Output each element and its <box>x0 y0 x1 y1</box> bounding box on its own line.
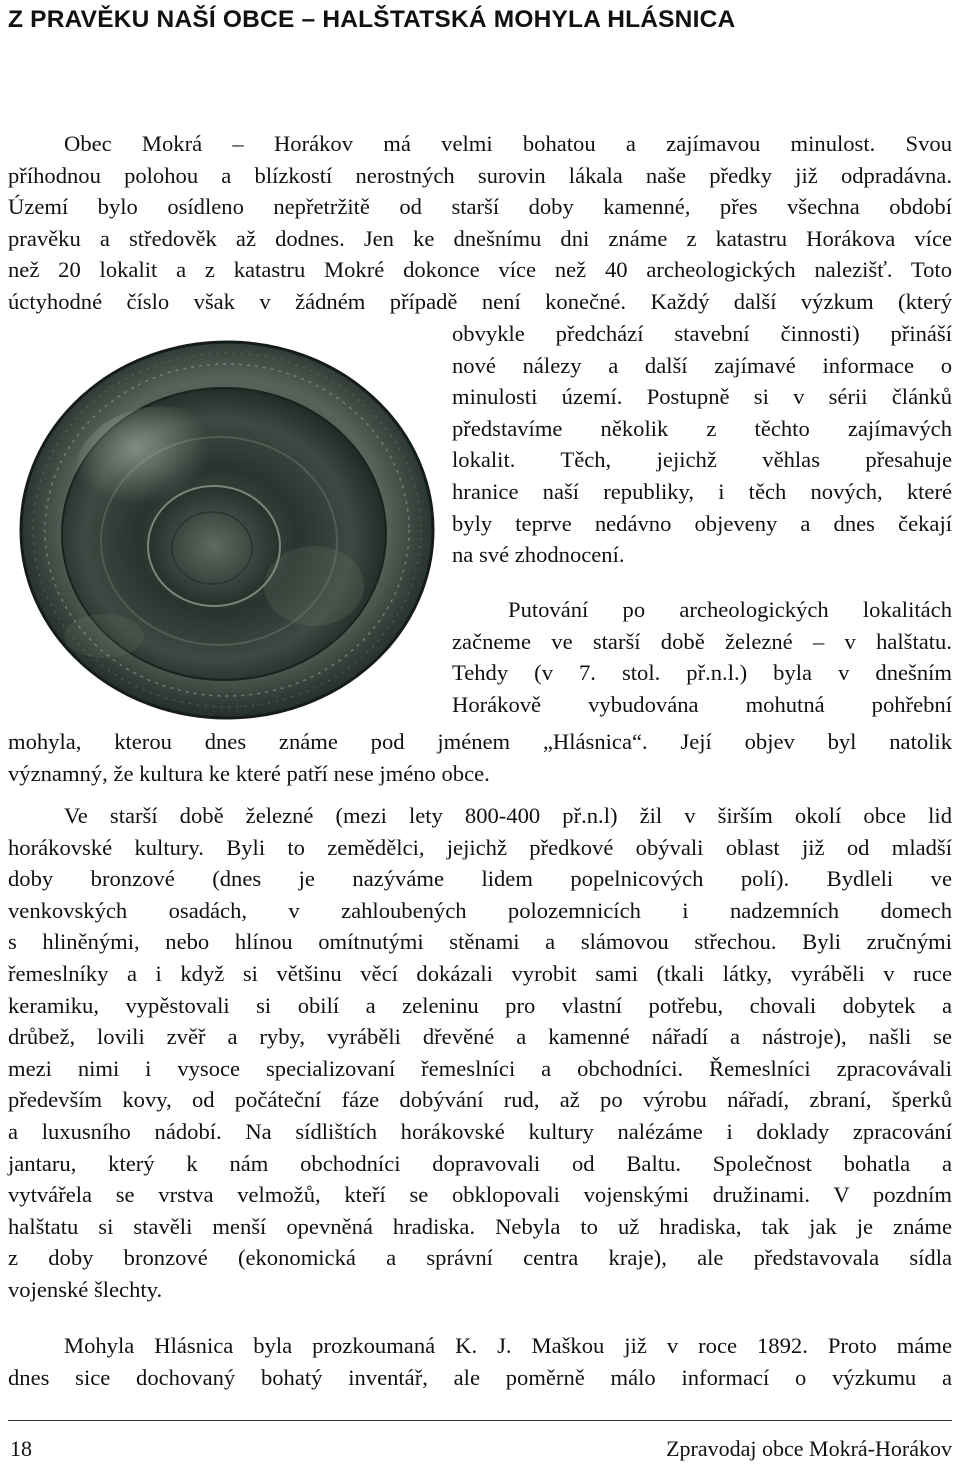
text-line: pravěku a středověk až dodnes. Jen ke dnešnímu dni známe z katastru Horákova více <box>8 225 952 251</box>
text-line: Putování po archeologických lokalitách <box>508 597 952 622</box>
text-line: významný, že kultura ke které patří nese jméno obce. <box>8 760 490 786</box>
text-line: vytvářela se vrstva velmožů, kteří se obklopovali vojenskými družinami. V pozdním <box>8 1182 952 1208</box>
bronze-bowl-icon <box>14 336 440 724</box>
text-line: Území bylo osídleno nepřetržitě od starší doby kamenné, přes všechna období <box>8 194 952 220</box>
text-line: Horákově vybudována mohutná pohřební <box>452 691 952 717</box>
text-line: s hliněnými, nebo hlínou omítnutými stěnami a slámovou střechou. Byli zručnými <box>8 929 952 955</box>
page-title: Z PRAVĚKU NAŠÍ OBCE – HALŠTATSKÁ MOHYLA HLÁSNICA <box>8 6 736 33</box>
text-line: horákovské kultury. Byli to zemědělci, jejichž předkové obývali oblast již od mladší <box>8 834 952 860</box>
text-line: drůbež, lovili zvěř a ryby, vyráběli dřevěné a kamenné nářadí a nástroje), našli se <box>8 1024 952 1050</box>
bronze-bowl-photo <box>14 336 440 724</box>
text-line: venkovských osadách, v zahloubených polozemnicích i nadzemních domech <box>8 897 952 923</box>
page-number: 18 <box>10 1436 32 1461</box>
text-line: hranice naší republiky, i těch nových, které <box>452 478 952 504</box>
text-line: z doby bronzové (ekonomická a správní centra kraje), ale představovala sídla <box>8 1245 952 1271</box>
paragraph-intro <box>8 128 952 318</box>
footer-divider <box>8 1420 952 1421</box>
text-line: mohyla, kterou dnes známe pod jménem „Hlásnica“. Její objev byl natolik <box>8 729 952 754</box>
paragraph-hlasnica-full <box>8 726 952 789</box>
text-line: představíme několik z těchto zajímavých <box>452 415 952 441</box>
text-line: především kovy, od počáteční fáze dobývání rud, až po výrobu nářadí, zbraní, šperků <box>8 1087 952 1113</box>
publication-name: Zpravodaj obce Mokrá-Horákov <box>666 1436 952 1461</box>
paragraph-intro-side <box>452 318 952 571</box>
text-line: příhodnou polohou a blízkostí nerostných surovin lákala naše předky již odpradávna. <box>8 162 952 188</box>
text-line: než 20 lokalit a z katastru Mokré dokonce více než 40 archeologických nalezišť. Toto <box>8 257 952 283</box>
text-line: vojenské šlechty. <box>8 1276 163 1302</box>
text-line: halštatu si stavěli menší opevněná hradiska. Nebyla to už hradiska, tak jak je známe <box>8 1213 952 1239</box>
text-line: nové nálezy a další zajímavé informace o <box>452 352 952 378</box>
text-line: Obec Mokrá – Horákov má velmi bohatou a zajímavou minulost. Svou <box>64 131 952 156</box>
text-line: minulosti území. Postupně si v sérii článků <box>452 384 952 410</box>
paragraph-excavation <box>8 1330 952 1393</box>
text-line: na své zhodnocení. <box>452 542 625 568</box>
text-line: obvykle předchází stavební činnosti) přináší <box>452 321 952 346</box>
text-line: doby bronzové (dnes je nazýváme lidem popelnicových polí). Bydleli ve <box>8 866 952 892</box>
text-line: lokalit. Těch, jejichž věhlas přesahuje <box>452 447 952 473</box>
text-line: jantaru, který k nám obchodníci dopravovali od Baltu. Společnost bohatla a <box>8 1150 952 1176</box>
text-line: byly teprve nedávno objeveny a dnes čekají <box>452 510 952 536</box>
text-line: začneme ve starší době železné – v halštatu. <box>452 628 952 654</box>
text-line: Tehdy (v 7. stol. př.n.l.) byla v dnešním <box>452 660 952 686</box>
text-line: dnes sice dochovaný bohatý inventář, ale poměrně málo informací o výzkumu a <box>8 1364 952 1390</box>
text-line: mezi nimi i vysoce specializovaní řemeslníci a obchodníci. Řemeslníci zpracovávali <box>8 1055 952 1081</box>
paragraph-horakov-culture <box>8 800 952 1306</box>
text-line: keramiku, vypěstovali si obilí a zeleninu pro vlastní potřebu, chovali dobytek a <box>8 992 952 1018</box>
paragraph-hlasnica-side <box>452 594 952 720</box>
text-line: úctyhodné číslo však v žádném případě není konečné. Každý další výzkum (který <box>8 288 952 314</box>
text-line: Mohyla Hlásnica byla prozkoumaná K. J. Maškou již v roce 1892. Proto máme <box>64 1333 952 1358</box>
text-line: řemeslníky a i když si většinu věcí dokázali vyrobit sami (tkali látky, vyráběli v ruce <box>8 960 952 986</box>
text-line: a luxusního nádobí. Na sídlištích horákovské kultury nalézáme i doklady zpracování <box>8 1118 952 1144</box>
text-line: Ve starší době železné (mezi lety 800-400 př.n.l) žil v širším okolí obce lid <box>64 803 952 828</box>
